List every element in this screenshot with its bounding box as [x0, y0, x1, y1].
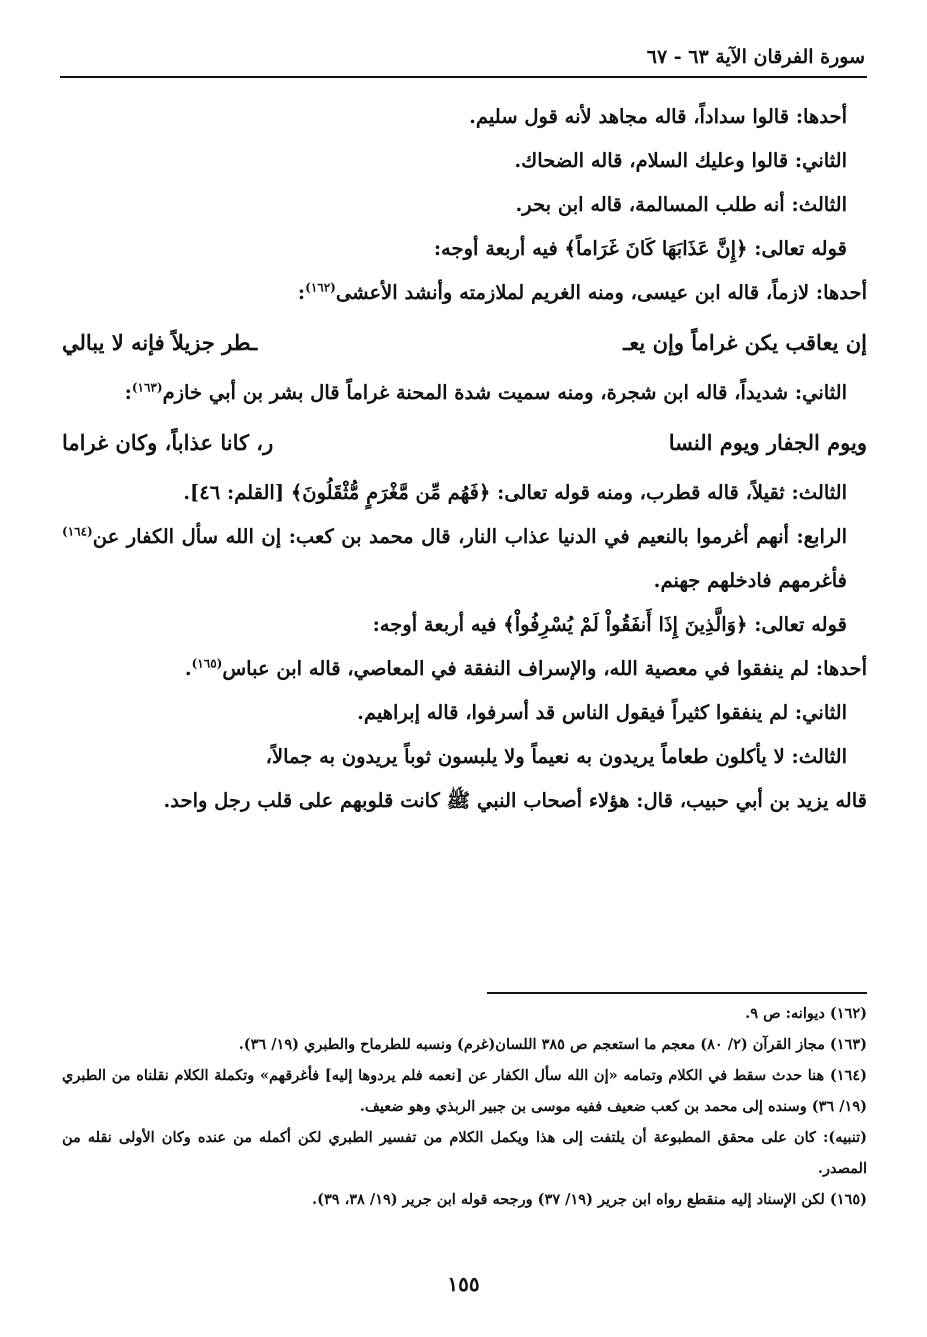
verse-second-half: ـطر جزيلاً فإنه لا يبالي [62, 329, 258, 355]
paragraph [62, 271, 867, 315]
paragraph: الثالث: أنه طلب المسالمة، قاله ابن بحر. [515, 193, 847, 216]
verse-first-half: ويوم الجفار ويوم النسا [668, 429, 867, 455]
verse-second-half: ر، كانا عذاباً، وكان غراما [62, 429, 274, 455]
paragraph-text: أحدها: لم ينفقوا في معصية الله، والإسراف النفقة في المعاصي، قاله ابن عباس [222, 657, 867, 680]
paragraph-text: . [184, 657, 192, 680]
header-title: سورة الفرقان الآية ٦٣ - ٦٧ [646, 46, 865, 68]
paragraph [62, 515, 867, 603]
paragraph-text: : [297, 281, 306, 304]
footnotes [62, 998, 867, 1215]
footnote-divider [487, 992, 867, 994]
paragraph-text: الثاني: شديداً، قاله ابن شجرة، ومنه سميت شدة المحنة غراماً قال بشر بن أبي خازم [162, 381, 847, 404]
paragraph: الثالث: ثقيلاً، قاله قطرب، ومنه قوله تعالى: ﴿فَهُم مِّن مَّغْرَمٍ مُّثْقَلُونَ﴾ [القلم: ٤٦]. [183, 481, 847, 504]
paragraph-text: الرابع: أنهم أغرموا بالنعيم في الدنيا عذاب النار، قال محمد بن كعب: إن الله سأل الكفار عن [92, 525, 847, 548]
paragraph: قوله تعالى: ﴿وَالَّذِينَ إِذَا أَنفَقُواْ لَمْ يُسْرِفُواْ﴾ فيه أربعة أوجه: [372, 613, 847, 636]
paragraph-text: : [124, 381, 132, 404]
footnote-ref: (١٦٥) [191, 656, 223, 671]
footnote-ref: (١٦٤) [62, 524, 93, 539]
footnote: (١٦٣) مجاز القرآن (٢/ ٨٠) معجم ما استعجم ص ٣٨٥ اللسان(غرم) ونسبه للطرماح والطبري (١٩/ ٣٦). [238, 1036, 867, 1053]
paragraph: الثاني: لم ينفقوا كثيراً فيقول الناس قد أسرفوا، قاله إبراهيم. [357, 701, 847, 724]
paragraph [62, 371, 867, 415]
paragraph-text: فأغرمهم فادخلهم جهنم. [653, 569, 847, 592]
paragraph [62, 647, 867, 691]
paragraph: قوله تعالى: ﴿إِنَّ عَذَابَهَا كَانَ غَرَاماً﴾ فيه أربعة أوجه: [433, 237, 847, 260]
footnote: (١٦٤) هنا حدث سقط في الكلام وتمامه «إن الله سأل الكفار عن [نعمه فلم يردوها إليه] فأغرقهم» وتكملة الكلام نقلناه من الطبري (١٩/ ٣٦) وسنده إلى محمد بن كعب ضعيف ففيه موسى بن جبير الربذي وهو ضعيف. [62, 1067, 867, 1115]
paragraph: الثالث: لا يأكلون طعاماً يريدون به نعيماً ولا يلبسون ثوباً يريدون به جمالاً، [265, 745, 847, 768]
paragraph: الثاني: قالوا وعليك السلام، قاله الضحاك. [514, 149, 847, 172]
verse-first-half: إن يعاقب يكن غراماً وإن يعـ [623, 329, 867, 355]
footnote-note: (تنبيه): كان على محقق المطبوعة أن يلتفت إلى هذا ويكمل الكلام من تفسير الطبري لكن أكمله من عنده وكان الأولى نقله من المصدر. [62, 1129, 867, 1177]
footnote-ref: (١٦٢) [305, 280, 336, 295]
page-number: ١٥٥ [447, 1272, 480, 1296]
footnote-ref: (١٦٣) [131, 380, 163, 395]
running-header [60, 40, 867, 78]
paragraph: أحدها: قالوا سداداً، قاله مجاهد لأنه قول سليم. [469, 105, 847, 128]
paragraph: قاله يزيد بن أبي حبيب، قال: هؤلاء أصحاب النبي ﷺ كانت قلوبهم على قلب رجل واحد. [163, 789, 867, 812]
poem-verse [62, 317, 867, 367]
main-text [62, 95, 867, 823]
footnote: (١٦٢) ديوانه: ص ٩. [745, 1005, 867, 1022]
paragraph-text: أحدها: لازماً، قاله ابن عيسى، ومنه الغريم لملازمته وأنشد الأعشى [335, 281, 867, 304]
poem-verse [62, 417, 867, 467]
footnote: (١٦٥) لكن الإسناد إليه منقطع رواه ابن جرير (١٩/ ٣٧) ورجحه قوله ابن جرير (١٩/ ٣٨، ٣٩). [312, 1191, 867, 1208]
